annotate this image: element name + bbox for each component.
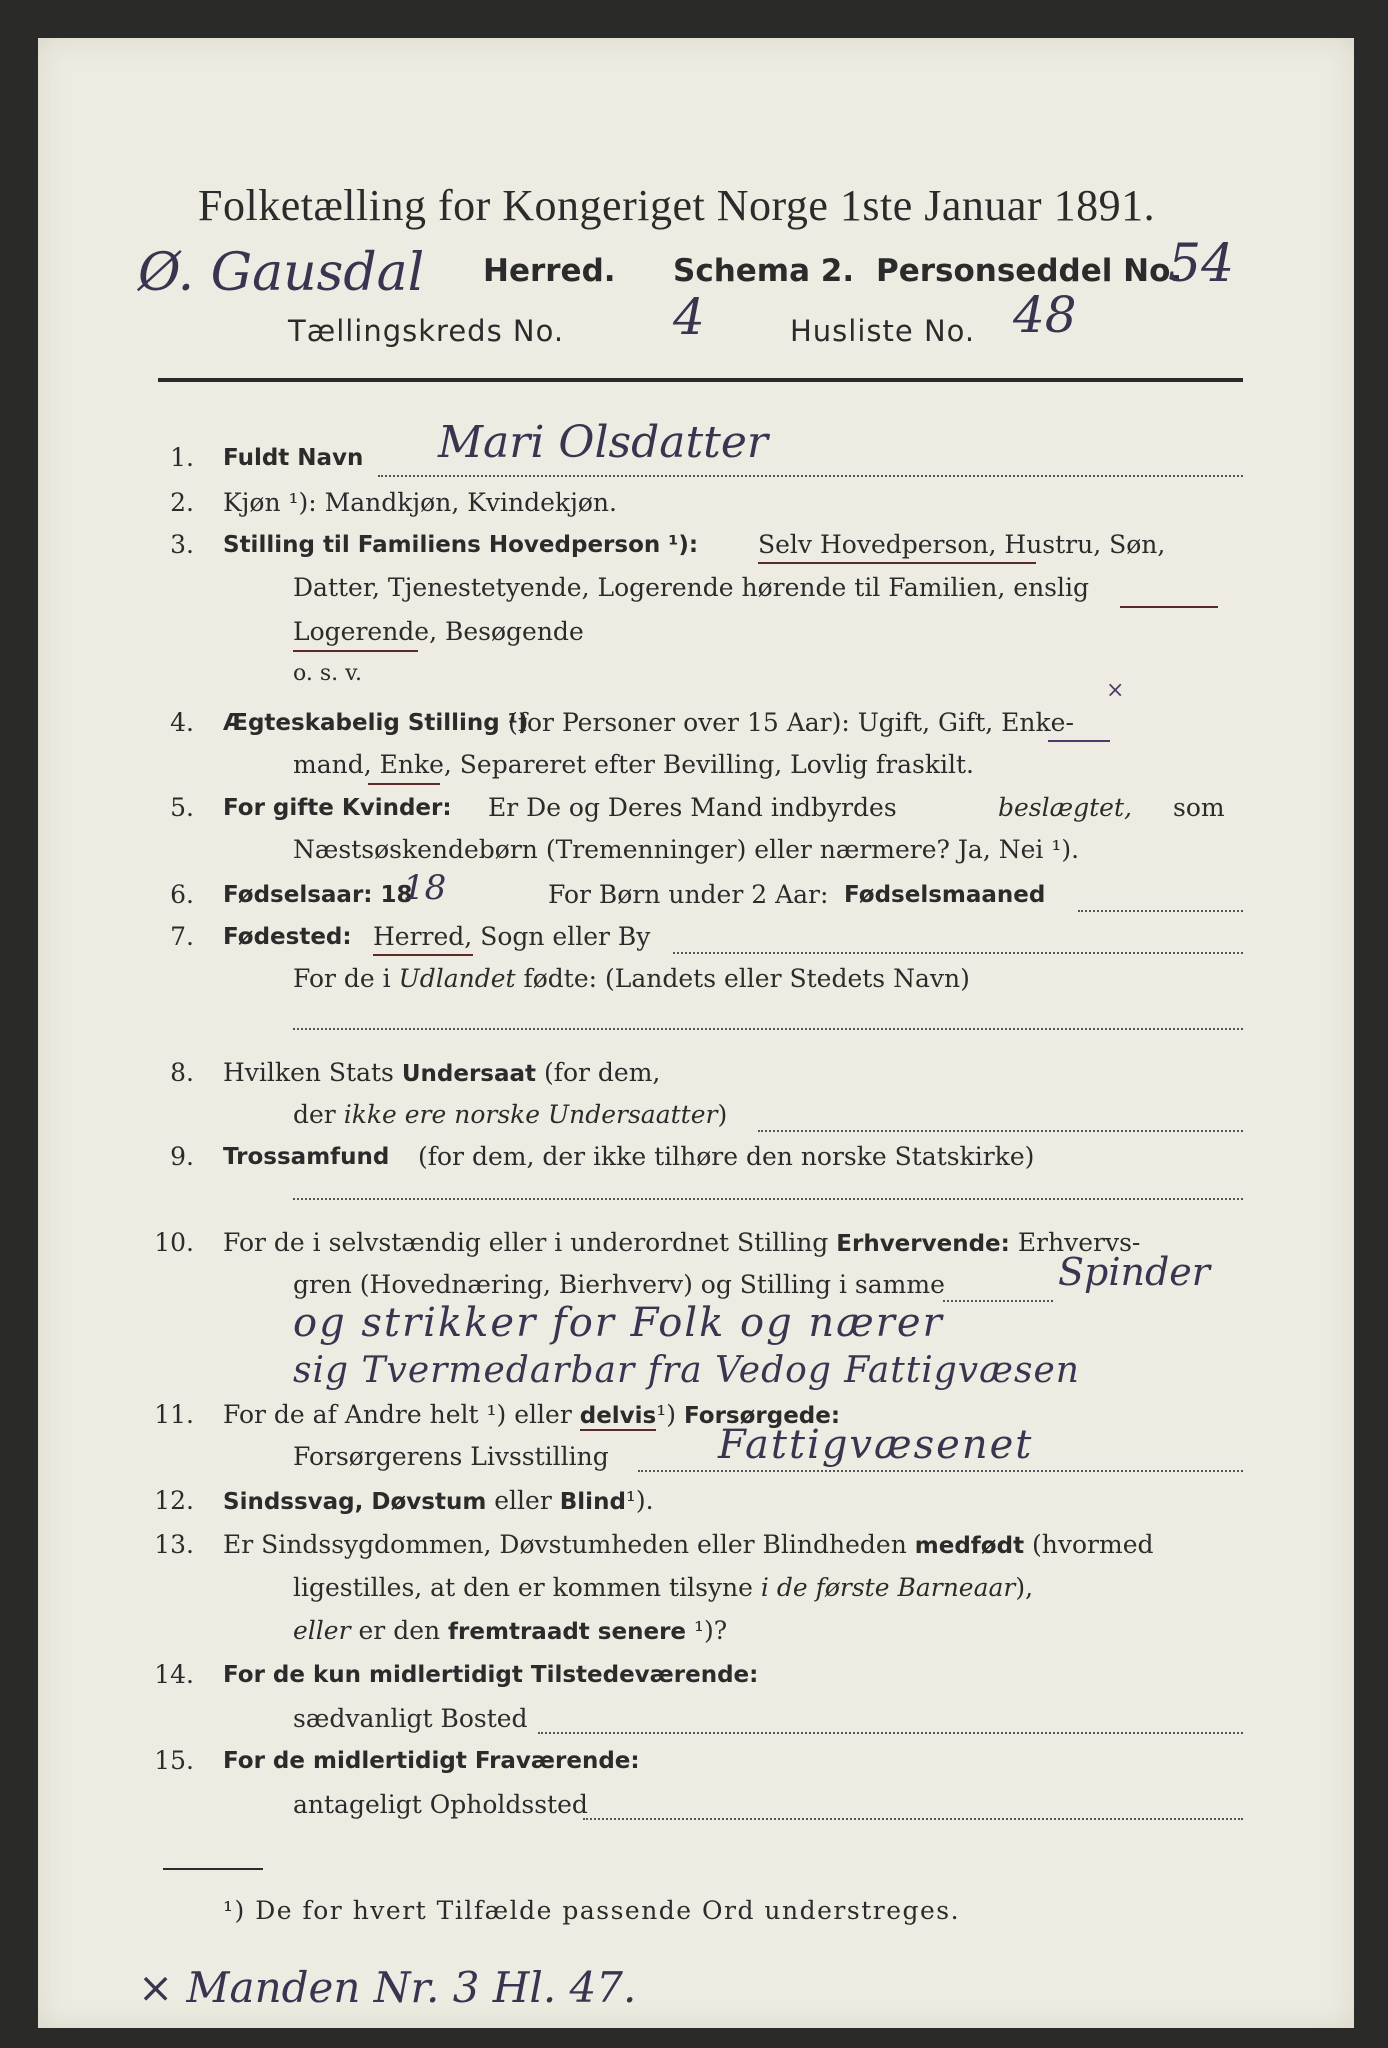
answer-line-11 — [638, 1470, 1243, 1472]
occupation-value-1: Spinder — [1058, 1250, 1210, 1294]
answer-line-15 — [583, 1818, 1243, 1820]
answer-line — [1078, 910, 1243, 912]
census-form — [38, 38, 1354, 2028]
kreds-label: Tællingskreds No. — [288, 314, 565, 348]
question-text: For Børn under 2 Aar: — [548, 880, 829, 909]
husliste-value: 48 — [1013, 286, 1077, 344]
question-5 — [38, 793, 1354, 833]
question-number: 3. — [170, 530, 194, 559]
question-6 — [38, 868, 1354, 920]
question-3-text-4: o. s. v. — [293, 661, 362, 686]
question-label: Ægteskabelig Stilling ¹) — [223, 710, 529, 736]
question-7 — [38, 922, 1354, 962]
provider-occupation-value: Fattigvæsenet — [718, 1422, 1034, 1468]
question-8 — [38, 1058, 1354, 1098]
answer-line-8 — [758, 1130, 1243, 1132]
husliste-label: Husliste No. — [790, 314, 976, 348]
question-label: Kjøn ¹): Mandkjøn, Kvindekjøn. — [223, 488, 617, 517]
question-text: Herred, Sogn eller By — [373, 922, 651, 951]
answer-line-7 — [293, 1028, 1243, 1030]
question-15-text-2: antageligt Opholdssted — [293, 1790, 588, 1819]
question-number: 11. — [154, 1400, 194, 1429]
question-text: For de af Andre helt ¹) eller delvis¹) Forsørgede: — [223, 1400, 841, 1429]
underline-herred — [373, 954, 473, 956]
question-12 — [38, 1486, 1354, 1526]
question-number: 10. — [154, 1228, 194, 1257]
question-2 — [38, 488, 1354, 528]
question-number: 6. — [170, 880, 194, 909]
underline-enke — [368, 783, 440, 785]
form-title: Folketælling for Kongeriget Norge 1ste Januar 1891. — [198, 181, 1156, 230]
question-label: Fødselsaar: 18 — [223, 882, 413, 908]
occupation-value-3: sig Tvermedarbar fra Vedog Fattigvæsen — [293, 1350, 1080, 1391]
question-5-text-2: Næstsøskendebørn (Tremenninger) eller nærmere? Ja, Nei ¹). — [293, 835, 1080, 864]
question-number: 12. — [154, 1486, 194, 1515]
schema-label: Schema 2. — [673, 253, 855, 289]
underline-gift — [1048, 740, 1110, 742]
question-label: Fuldt Navn — [223, 445, 364, 471]
question-11 — [38, 1400, 1354, 1440]
footnote-divider — [163, 1868, 263, 1870]
question-number: 8. — [170, 1058, 194, 1087]
question-number: 2. — [170, 488, 194, 517]
underline-selv-hovedperson — [758, 562, 1036, 564]
personseddel-label: Personseddel No. — [876, 253, 1183, 289]
question-13 — [38, 1530, 1354, 1570]
question-11-text-2: Forsørgerens Livsstilling — [293, 1442, 609, 1471]
question-label: For gifte Kvinder: — [223, 795, 452, 821]
question-14-text-2: sædvanligt Bosted — [293, 1704, 528, 1733]
question-3-text-3: Logerende, Besøgende — [293, 617, 584, 646]
question-13-text-3: eller er den fremtraadt senere ¹)? — [293, 1616, 728, 1645]
herred-value: Ø. Gausdal — [138, 243, 425, 303]
answer-line-9 — [293, 1198, 1243, 1200]
footnote: ¹) De for hvert Tilfælde passende Ord understreges. — [223, 1896, 961, 1925]
question-label: For de kun midlertidigt Tilstedeværende: — [223, 1662, 759, 1688]
herred-label: Herred. — [483, 253, 616, 289]
handwritten-annotation: × Manden Nr. 3 Hl. 47. — [138, 1963, 637, 2012]
question-1 — [38, 417, 1354, 483]
question-label: Trossamfund — [223, 1144, 390, 1170]
question-10-text-2: gren (Hovednæring, Bierhverv) og Stilling i samme — [293, 1270, 945, 1299]
question-number: 7. — [170, 922, 194, 951]
header-divider — [158, 378, 1243, 382]
question-text: For de i selvstændig eller i underordnet Stilling Erhvervende: Erhvervs- — [223, 1228, 1141, 1257]
personseddel-value: 54 — [1168, 234, 1235, 294]
question-text: Sindssvag, Døvstum eller Blind¹). — [223, 1486, 654, 1515]
question-number: 15. — [154, 1746, 194, 1775]
question-number: 5. — [170, 793, 194, 822]
question-number: 13. — [154, 1530, 194, 1559]
answer-line — [673, 952, 1243, 954]
underline-logerende — [293, 650, 418, 652]
question-number: 9. — [170, 1142, 194, 1171]
answer-line-14 — [538, 1732, 1243, 1734]
question-text: Selv Hovedperson, Hustru, Søn, — [758, 530, 1166, 559]
birth-year-value: 18 — [403, 868, 447, 908]
question-number: 4. — [170, 708, 194, 737]
question-15 — [38, 1746, 1354, 1786]
question-4-text-2: mand, Enke, Separeret efter Bevilling, Lovlig fraskilt. — [293, 750, 974, 779]
question-text: Er De og Deres Mand indbyrdes — [488, 793, 897, 822]
question-number: 14. — [154, 1660, 194, 1689]
underline-enslig — [1120, 606, 1218, 608]
question-text-end: som — [1173, 793, 1225, 822]
question-8-text-2: der ikke ere norske Undersaatter) — [293, 1100, 728, 1129]
question-text-italic: beslægtet, — [998, 793, 1132, 822]
question-label: For de midlertidigt Fraværende: — [223, 1748, 640, 1774]
question-7-text-2: For de i Udlandet fødte: (Landets eller Stedets Navn) — [293, 964, 970, 993]
occupation-value-2: og strikker for Folk og nærer — [293, 1300, 944, 1346]
question-9 — [38, 1142, 1354, 1182]
question-14 — [38, 1660, 1354, 1700]
question-4 — [38, 708, 1354, 748]
answer-line — [378, 475, 1243, 477]
question-3-text-2: Datter, Tjenestetyende, Logerende hørende til Familien, enslig — [293, 573, 1090, 602]
kreds-value: 4 — [673, 288, 705, 346]
question-text: Hvilken Stats Undersaat (for dem, — [223, 1058, 661, 1087]
full-name-value: Mari Olsdatter — [438, 417, 768, 468]
question-text-bold: Fødselsmaaned — [844, 882, 1046, 908]
question-label: Stilling til Familiens Hovedperson ¹): — [223, 532, 699, 558]
answer-line-10 — [943, 1300, 1053, 1302]
question-3 — [38, 530, 1354, 570]
cross-mark-icon: × — [1106, 678, 1125, 703]
question-text: (for Personer over 15 Aar): Ugift, Gift, Enke- — [508, 708, 1074, 737]
question-text: Er Sindssygdommen, Døvstumheden eller Blindheden medfødt (hvormed — [223, 1530, 1154, 1559]
question-13-text-2: ligestilles, at den er kommen tilsyne i de første Barneaar), — [293, 1573, 1034, 1602]
question-text: (for dem, der ikke tilhøre den norske Statskirke) — [418, 1142, 1035, 1171]
question-number: 1. — [170, 443, 194, 472]
question-label: Fødested: — [223, 924, 352, 950]
